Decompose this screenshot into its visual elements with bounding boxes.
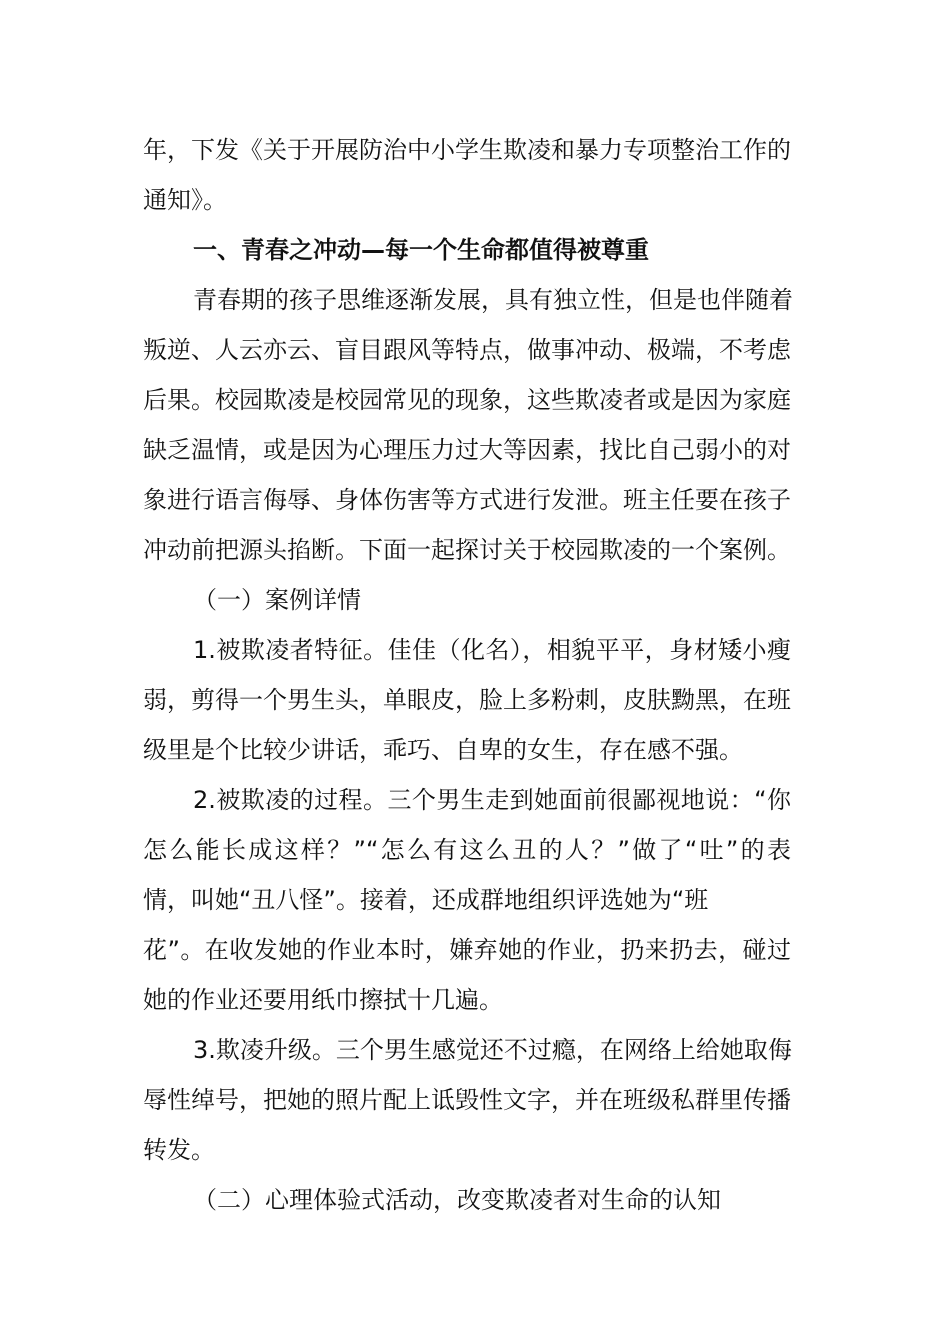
text-line: 2.被欺凌的过程。三个男生走到她面前很鄙视地说：“你 — [193, 786, 791, 814]
subsection-heading: （二）心理体验式活动，改变欺凌者对生命的认知 — [193, 1186, 721, 1214]
text-line: 级里是个比较少讲话，乖巧、自卑的女生，存在感不强。 — [143, 736, 743, 764]
text-line: 转发。 — [143, 1136, 215, 1164]
text-line: 青春期的孩子思维逐渐发展，具有独立性，但是也伴随着 — [193, 286, 793, 314]
text-line: 花”。在收发她的作业本时，嫌弃她的作业，扔来扔去，碰过 — [143, 936, 791, 964]
section-heading: 一、青春之冲动—每一个生命都值得被尊重 — [193, 236, 649, 264]
text-line: 冲动前把源头掐断。下面一起探讨关于校园欺凌的一个案例。 — [143, 536, 791, 564]
text-line: 弱，剪得一个男生头，单眼皮，脸上多粉刺，皮肤黝黑，在班 — [143, 686, 791, 714]
text-line: 缺乏温情，或是因为心理压力过大等因素，找比自己弱小的对 — [143, 436, 791, 464]
text-line: 她的作业还要用纸巾擦拭十几遍。 — [143, 986, 503, 1014]
text-line: 3.欺凌升级。三个男生感觉还不过瘾，在网络上给她取侮 — [193, 1036, 792, 1064]
text-line: 叛逆、人云亦云、盲目跟风等特点，做事冲动、极端，不考虑 — [143, 336, 791, 364]
text-line: 年，下发《关于开展防治中小学生欺凌和暴力专项整治工作的 — [143, 136, 791, 164]
text-line: 情，叫她“丑八怪”。接着，还成群地组织评选她为“班 — [143, 886, 709, 914]
text-line: 1.被欺凌者特征。佳佳（化名），相貌平平，身材矮小瘦 — [193, 636, 791, 664]
text-line: 象进行语言侮辱、身体伤害等方式进行发泄。班主任要在孩子 — [143, 486, 791, 514]
text-line: 通知》。 — [143, 186, 227, 214]
text-line: 辱性绰号，把她的照片配上诋毁性文字，并在班级私群里传播 — [143, 1086, 791, 1114]
subsection-heading: （一）案例详情 — [193, 586, 361, 614]
text-line: 后果。校园欺凌是校园常见的现象，这些欺凌者或是因为家庭 — [143, 386, 791, 414]
text-line: 怎么能长成这样？”“怎么有这么丑的人？”做了“吐”的表 — [143, 836, 791, 864]
